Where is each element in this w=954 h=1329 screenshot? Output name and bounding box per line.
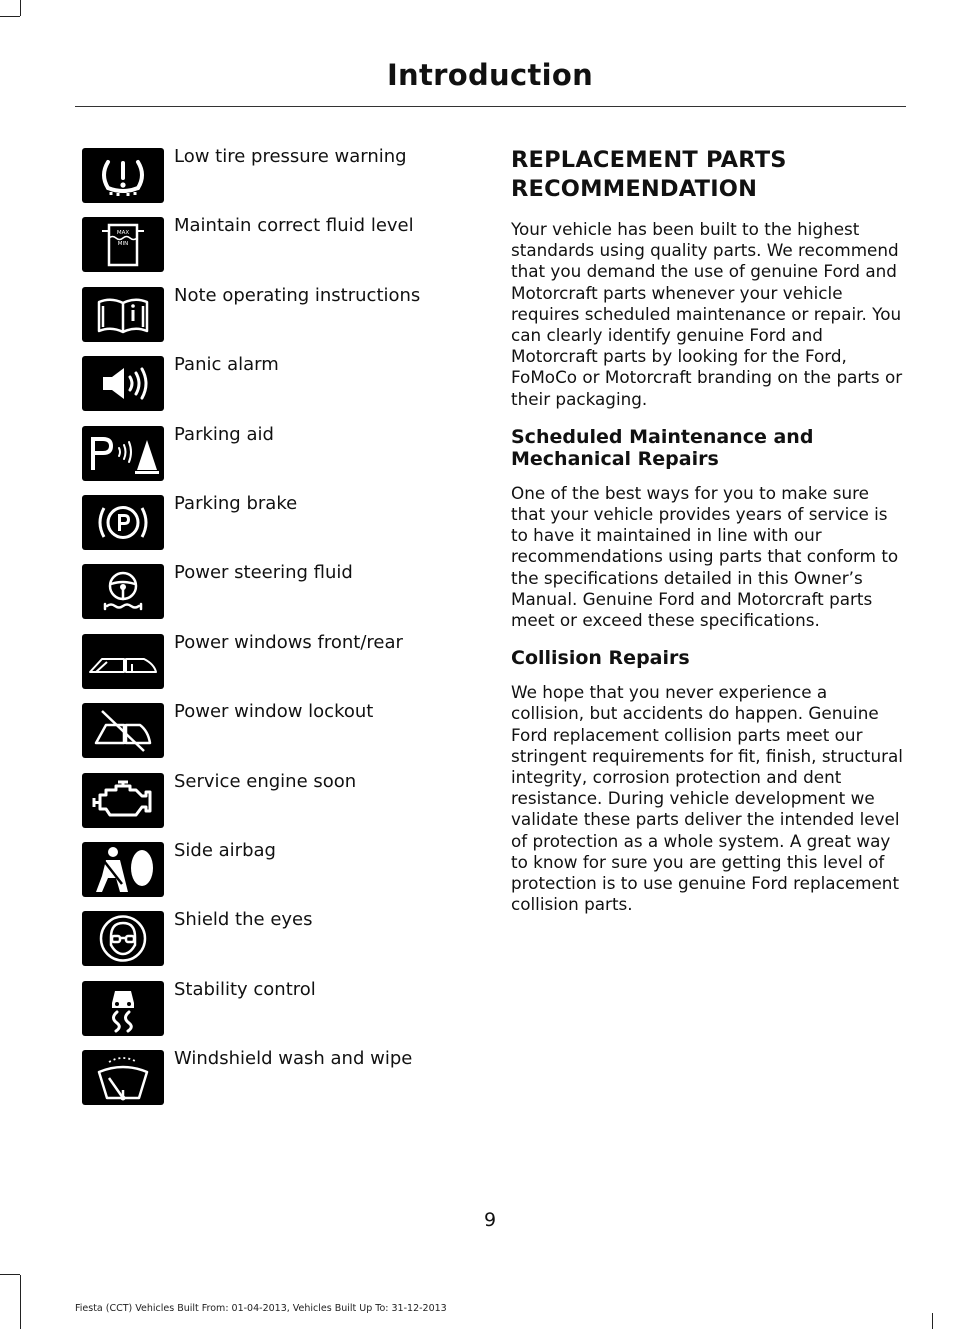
article: [511, 146, 905, 931]
page-number: 9: [483, 1209, 497, 1231]
section-title-line: RECOMMENDATION: [511, 176, 758, 202]
symbol-row: [82, 148, 472, 217]
subheading-line: Scheduled Maintenance and: [511, 425, 814, 448]
symbol-label: Panic alarm: [174, 354, 279, 376]
symbol-label: Parking brake: [174, 492, 298, 514]
symbol-label: Power window lockout: [174, 701, 374, 723]
symbol-label: Maintain correct fluid level: [174, 215, 414, 237]
symbol-label: Power steering fluid: [174, 562, 353, 584]
symbol-label: Stability control: [174, 978, 316, 1000]
crop-mark: [20, 0, 21, 16]
panic-alarm-icon: [82, 356, 164, 411]
symbol-row: [82, 217, 472, 286]
max-label: MAX: [116, 230, 130, 237]
subheading-collision-repairs: [511, 647, 905, 669]
symbol-label: Windshield wash and wipe: [174, 1048, 413, 1070]
symbol-list: [82, 148, 472, 1119]
intro-paragraph: Your vehicle has been built to the highest standards using quality parts. We recommend that you demand the use of genuine Ford and Motorcraft parts whenever your vehicle requires scheduled maintenance or repair. You can clearly identify genuine Ford and Motorcraft parts by looking for the Ford, FoMoCo or Motorcraft branding on the parts or their packaging.: [511, 219, 903, 409]
shield-eyes-icon: [82, 911, 164, 966]
subheading-line: Collision Repairs: [511, 647, 690, 670]
operating-instructions-icon: [82, 287, 164, 342]
section-title: [511, 146, 905, 204]
symbol-row: [82, 284, 472, 356]
symbol-row: [82, 564, 472, 633]
section-title-line: REPLACEMENT PARTS: [511, 147, 787, 173]
symbol-row: [82, 703, 472, 772]
maintenance-paragraph: One of the best ways for you to make sure that your vehicle provides years of service is to have it maintained in line with our recommendations using parts that conform to the specifications detailed in this Owner’s Manual. Genuine Ford and Motorcraft parts meet or exceed these specifications.: [511, 482, 899, 631]
symbol-row: [82, 839, 472, 911]
parking-aid-icon: [82, 426, 164, 481]
symbol-label: Low tire pressure warning: [174, 146, 407, 167]
crop-mark: [20, 1275, 21, 1329]
windshield-wash-icon: [82, 1050, 164, 1105]
window-lockout-icon: [82, 703, 164, 758]
symbol-row: [82, 356, 472, 425]
symbol-label: Side airbag: [174, 839, 276, 861]
symbol-row: [82, 423, 472, 495]
page-title: Introduction: [386, 58, 594, 92]
subheading-line: Mechanical Repairs: [511, 447, 719, 470]
footer-text: Fiesta (CCT) Vehicles Built From: 01-04-2013, Vehicles Built Up To: 31-12-2013: [75, 1303, 447, 1314]
symbol-label: Parking aid: [174, 423, 274, 445]
symbol-label: Shield the eyes: [174, 909, 313, 931]
crop-mark: [0, 1274, 20, 1275]
power-steering-fluid-icon: [82, 564, 164, 619]
crop-mark: [932, 1313, 933, 1329]
symbol-label: Power windows front/rear: [174, 631, 403, 653]
crop-mark: [0, 16, 20, 17]
stability-control-icon: [82, 981, 164, 1036]
power-windows-icon: [82, 634, 164, 689]
parking-brake-icon: [82, 495, 164, 550]
symbol-row: [82, 1050, 472, 1119]
header-divider: [75, 106, 906, 107]
symbol-label: Service engine soon: [174, 770, 357, 792]
symbol-row: [82, 911, 472, 980]
fluid-level-icon: [82, 217, 164, 272]
engine-icon: [82, 773, 164, 828]
symbol-row: [82, 631, 472, 703]
symbol-row: [82, 770, 472, 842]
symbol-row: [82, 492, 472, 564]
side-airbag-icon: [82, 842, 164, 897]
min-label: MIN: [117, 241, 129, 248]
symbol-label: Note operating instructions: [174, 284, 421, 306]
subheading-scheduled-maintenance: [511, 426, 905, 470]
tire-pressure-icon: [82, 148, 164, 203]
collision-paragraph: We hope that you never experience a collision, but accidents do happen. Genuine Ford replacement collision parts meet our stringent requirements for fit, finish, structural integrity, corrosion protection and dent resistance. During vehicle development we validate these parts deliver the intended level of protection as a whole system. A great way to know for sure you are getting this level of protection is to use genuine Ford replacement collision parts.: [511, 682, 903, 915]
symbol-row: [82, 978, 472, 1050]
